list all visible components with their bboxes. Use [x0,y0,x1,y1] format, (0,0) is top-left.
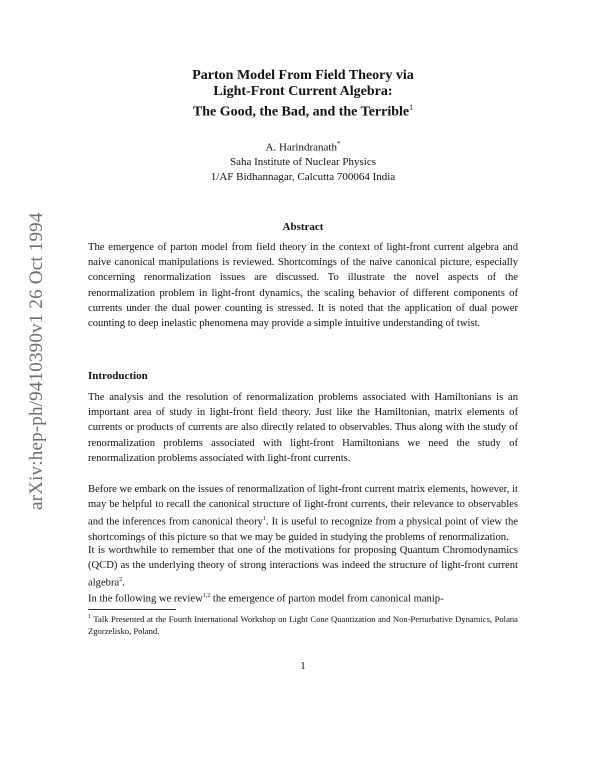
intro-p3-text-a: It is worthwhile to remember that one of the motivations for proposing Quantum Chromodynamics (QCD) as the underlying theory of strong interactions was indeed the structure of light-front current algebra [88,545,518,589]
abstract-body: The emergence of parton model from field theory in the context of light-front current algebra and naive canonical manipulations is reviewed. Shortcomings of the naive canonical picture, especially concerning renormalization issues are discussed. To illustrate the novel aspects of the renormalization problem in light-front dynamics, the scaling behavior of different components of currents under the dual power counting is stressed. It is noted that the application of dual power counting to deep inelastic phenomena may provide a simple intuitive understanding of twist. [88,242,518,330]
author-name-line [88,137,518,155]
footnote-text: Talk Presented at the Fourth International Workshop on Light Cone Quantization and Non-Perturbative Dynamics, Polana Zgorzelisko, Poland. [88,613,518,636]
intro-p2-text-b: . It is useful to recognize from a physical point of view the shortcomings of this picture so that we may be guided in studying the problems of renormalization. [88,516,518,544]
abstract-heading: Abstract [282,221,324,233]
intro-p4-text-b: the emergence of parton model from canonical manip- [210,593,444,605]
page-number: 1 [300,660,306,672]
introduction-heading: Introduction [88,370,148,382]
paper-title [88,68,518,121]
intro-p4-citation: 1,2 [202,593,211,599]
intro-p3-citation: 2 [119,577,123,584]
intro-paragraph-4 [88,589,518,607]
intro-p2-citation: 1 [262,516,266,523]
title-line-3-text: The Good, the Bad, and the Terrible [192,104,410,120]
author-block [88,137,518,184]
intro-paragraph-1: The analysis and the resolution of renormalization problems associated with Hamiltonians is an important area of study in light-front field theory. Just like the Hamiltonian, matrix elements of currents or products of currents are also directly related to observables. Thus along with the study of renormalization problems associated with light-front Hamiltonians we need the study of renormalization problems associated with light-front currents. [88,392,518,464]
author-affiliation: Saha Institute of Nuclear Physics [229,156,377,169]
title-line-2: Light-Front Current Algebra: [213,84,393,99]
author-mark: * [336,140,341,148]
intro-p2-text-a: Before we embark on the issues of renormalization of light-front current matrix elements, however, it may be helpful to recall the canonical structure of light-front currents, their relevance to observables and the inferences from canonical theory [88,484,518,528]
title-line-3 [88,100,518,121]
intro-paragraph-3 [88,543,518,591]
intro-p4-text-a: In the following we review [88,593,203,605]
author-address: 1/AF Bidhannagar, Calcutta 700064 India [210,170,396,183]
footnote-mark: 1 [88,614,91,620]
footnote-rule [88,609,176,610]
title-footnote-mark: 1 [409,103,414,112]
arxiv-identifier: arXiv:hep-ph/9410390v1 26 Oct 1994 [26,212,47,510]
intro-p3-text-b: . [122,577,125,589]
abstract-text [88,240,518,331]
intro-paragraph-2 [88,482,518,545]
title-line-1: Parton Model From Field Theory via [192,68,414,83]
author-name: A. Harindranath [265,141,337,154]
footnote [88,611,518,637]
